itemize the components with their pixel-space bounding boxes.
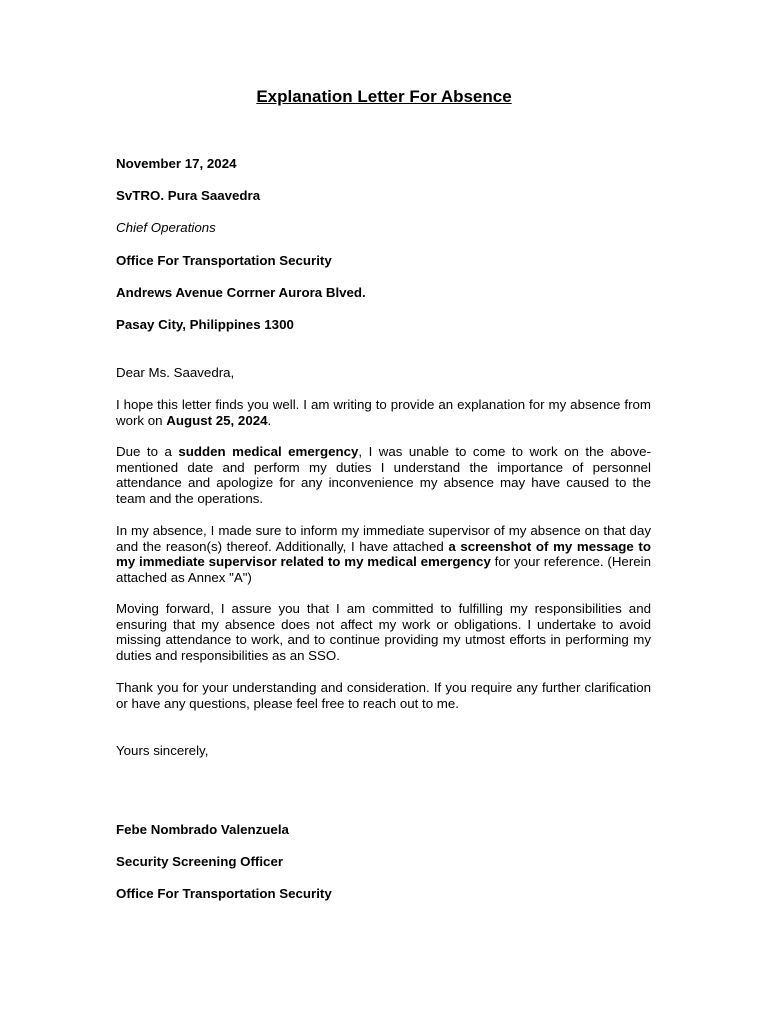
letter-date: November 17, 2024 [116, 156, 237, 171]
recipient-address-line2: Pasay City, Philippines 1300 [116, 317, 294, 332]
paragraph-1 [116, 397, 651, 428]
paragraph-4 [116, 601, 651, 663]
absence-date: August 25, 2024 [166, 412, 268, 428]
sender-position: Security Screening Officer [116, 854, 284, 869]
paragraph-1-text-b: . [267, 412, 272, 428]
sender-name: Febe Nombrado Valenzuela [116, 822, 289, 837]
paragraph-2 [116, 444, 651, 506]
paragraph-4-text-a: Moving forward, I assure you that I am committed to fulfilling my responsibilities and ensuring that my absence does not affect my work or obligations. I undertake to avoid missing attendance to work, and to continue providing my utmost efforts in performing my duties and responsibilities as an SSO. [116, 601, 651, 663]
paragraph-5 [116, 680, 651, 711]
recipient-address-line1: Andrews Avenue Corrner Aurora Blved. [116, 285, 366, 300]
salutation: Dear Ms. Saavedra, [116, 365, 235, 380]
sender-office: Office For Transportation Security [116, 886, 332, 901]
absence-reason: sudden medical emergency [178, 444, 359, 459]
recipient-position: Chief Operations [116, 220, 216, 235]
paragraph-1-text-a: I hope this letter finds you well. I am writing to provide an explanation for my absence from work on [116, 397, 651, 428]
paragraph-2-text-a: Due to a [116, 444, 179, 459]
paragraph-2-text-b: , I was unable to come to work on the above-mentioned date and perform my duties I understand the importance of personnel attendance and apologize for any inconvenience my absence may have caused to the team and the operations. [116, 444, 652, 506]
paragraph-3-text-a: In my absence, I made sure to inform my immediate supervisor of my absence on that day and the reason(s) thereof. Additionally, I have attached [116, 523, 651, 554]
attachment-description: a screenshot of my message to my immediate supervisor related to my medical emergency [116, 538, 651, 570]
recipient-name: SvTRO. Pura Saavedra [116, 188, 261, 203]
letter-title: Explanation Letter For Absence [256, 87, 512, 106]
paragraph-3-text-b: for your reference. (Herein attached as Annex "A") [116, 554, 651, 585]
closing: Yours sincerely, [116, 743, 209, 758]
paragraph-3 [116, 523, 651, 585]
recipient-office: Office For Transportation Security [116, 253, 332, 268]
paragraph-5-text-a: Thank you for your understanding and consideration. If you require any further clarification or have any questions, please feel free to reach out to me. [116, 680, 651, 711]
